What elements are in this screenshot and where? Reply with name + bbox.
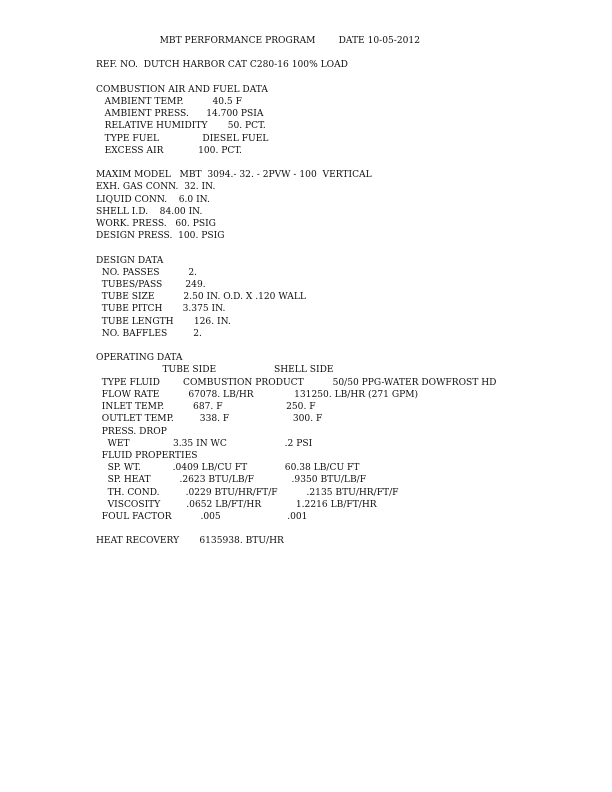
report-line: DESIGN PRESS. 100. PSIG (96, 231, 225, 242)
report-line: TYPE FLUID COMBUSTION PRODUCT 50/50 PPG-WATER DOWFROST HD (96, 377, 497, 388)
report-line: EXH. GAS CONN. 32. IN. (96, 182, 216, 193)
report-line: DESIGN DATA (96, 255, 164, 266)
report-line: OUTLET TEMP. 338. F 300. F (96, 414, 323, 425)
report-line: MBT PERFORMANCE PROGRAM DATE 10-05-2012 (96, 36, 421, 46)
report-line: WET 3.35 IN WC .2 PSI (96, 438, 313, 449)
report-line: TYPE FUEL DIESEL FUEL (96, 133, 269, 144)
report-line: HEAT RECOVERY 6135938. BTU/HR (96, 536, 284, 547)
report-line: FLOW RATE 67078. LB/HR 131250. LB/HR (271 GPM) (96, 389, 419, 400)
report-line: TUBE SIZE 2.50 IN. O.D. X .120 WALL (96, 292, 306, 303)
report-line: MAXIM MODEL MBT 3094.- 32. - 2PVW - 100 VERTICAL (96, 170, 372, 181)
report-line: TUBE LENGTH 126. IN. (96, 316, 231, 327)
report-line: EXCESS AIR 100. PCT. (96, 145, 242, 156)
report-line: TUBE SIDE SHELL SIDE (96, 365, 334, 376)
report-line: REF. NO. DUTCH HARBOR CAT C280-16 100% LOAD (96, 60, 348, 71)
report-line: WORK. PRESS. 60. PSIG (96, 219, 216, 230)
report-line: TUBES/PASS 249. (96, 280, 206, 291)
report-line: SHELL I.D. 84.00 IN. (96, 206, 203, 217)
report-line: RELATIVE HUMIDITY 50. PCT. (96, 121, 266, 132)
performance-report (96, 35, 496, 548)
report-line: LIQUID CONN. 6.0 IN. (96, 194, 210, 205)
report-line: VISCOSITY .0652 LB/FT/HR 1.2216 LB/FT/HR (96, 499, 377, 510)
report-line: OPERATING DATA (96, 353, 183, 364)
report-line: NO. PASSES 2. (96, 267, 198, 278)
report-line: TUBE PITCH 3.375 IN. (96, 304, 226, 315)
report-line: COMBUSTION AIR AND FUEL DATA (96, 84, 268, 95)
report-line: FLUID PROPERTIES (96, 450, 198, 461)
report-line: SP. WT. .0409 LB/CU FT 60.38 LB/CU FT (96, 463, 360, 474)
report-line: AMBIENT PRESS. 14.700 PSIA (96, 109, 264, 120)
report-line: AMBIENT TEMP. 40.5 F (96, 97, 242, 108)
report-line: PRESS. DROP (96, 426, 167, 437)
report-line: INLET TEMP. 687. F 250. F (96, 402, 316, 413)
report-line: TH. COND. .0229 BTU/HR/FT/F .2135 BTU/HR/FT/F (96, 487, 399, 498)
report-line: NO. BAFFLES 2. (96, 328, 202, 339)
report-line: FOUL FACTOR .005 .001 (96, 511, 308, 522)
report-line: SP. HEAT .2623 BTU/LB/F .9350 BTU/LB/F (96, 475, 367, 486)
